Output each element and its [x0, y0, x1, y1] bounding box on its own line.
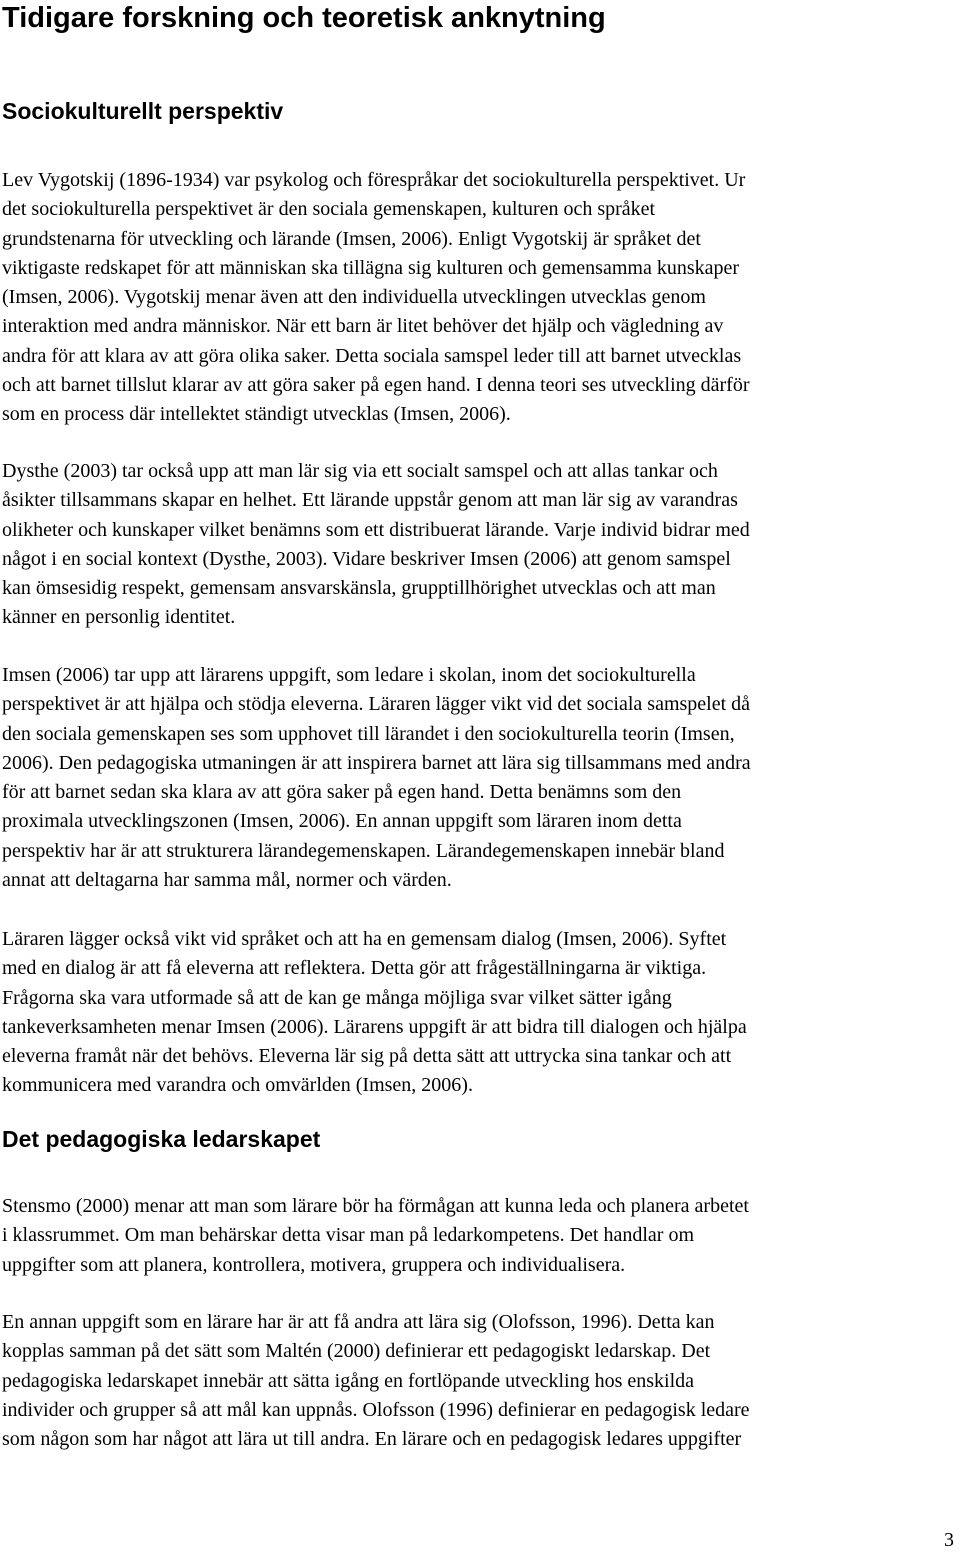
- text-line: som en process där intellektet ständigt utvecklas (Imsen, 2006).: [2, 403, 511, 426]
- text-line: den sociala gemenskapen ses som upphovet till lärandet i den sociokulturella teorin (Imsen,: [2, 722, 735, 745]
- text-line: individer och grupper så att mål kan uppnås. Olofsson (1996) definierar en pedagogisk ledare: [2, 1398, 750, 1421]
- text-line: åsikter tillsammans skapar en helhet. Ett lärande uppstår genom att man lär sig av varandras: [2, 489, 738, 512]
- text-line: kopplas samman på det sätt som Maltén (2000) definierar ett pedagogiskt ledarskap. Det: [2, 1340, 711, 1363]
- text-line: annat att deltagarna har samma mål, normer och värden.: [2, 869, 452, 892]
- text-line: Lev Vygotskij (1896-1934) var psykolog och förespråkar det sociokulturella perspektivet. Ur: [2, 169, 746, 191]
- section-title-sociokulturellt: Sociokulturellt perspektiv: [2, 98, 284, 124]
- text-line: viktigaste redskapet för att människan ska tillägna sig kulturen och gemensamma kunskaper: [2, 256, 740, 279]
- text-line: Imsen (2006) tar upp att lärarens uppgift, som ledare i skolan, inom det sociokulturella: [2, 664, 696, 686]
- text-line: Dysthe (2003) tar också upp att man lär sig via ett socialt samspel och att allas tankar och: [2, 460, 718, 482]
- text-line: eleverna framåt när det behövs. Eleverna lär sig på detta sätt att uttrycka sina tankar och att: [2, 1045, 732, 1068]
- page-number: 3: [944, 1529, 954, 1551]
- text-line: andra för att klara av att göra olika saker. Detta sociala samspel leder till att barnet utvecklas: [2, 344, 742, 367]
- page-heading: Tidigare forskning och teoretisk anknytning: [2, 2, 606, 34]
- paragraph-1: [2, 166, 750, 430]
- text-line: kan ömsesidig respekt, gemensam ansvarskänsla, grupptillhörighet utvecklas och att man: [2, 577, 716, 600]
- paragraph-2: [2, 457, 750, 633]
- text-line: uppgifter som att planera, kontrollera, motivera, gruppera och individualisera.: [2, 1253, 626, 1276]
- text-line: 2006). Den pedagogiska utmaningen är att inspirera barnet att lära sig tillsammans med andra: [2, 751, 751, 774]
- text-line: tankeverksamheten menar Imsen (2006). Lärarens uppgift är att bidra till dialogen och hjälpa: [2, 1015, 747, 1038]
- text-line: perspektiv har är att strukturera lärandegemenskapen. Lärandegemenskapen innebär bland: [2, 839, 725, 862]
- text-line: En annan uppgift som en lärare har är att få andra att lära sig (Olofsson, 1996). Detta kan: [2, 1311, 715, 1333]
- text-line: olikheter och kunskaper vilket benämns som ett distribuerat lärande. Varje individ bidrar med: [2, 518, 750, 541]
- text-line: kommunicera med varandra och omvärlden (Imsen, 2006).: [2, 1074, 473, 1097]
- text-line: känner en personlig identitet.: [2, 606, 236, 629]
- text-line: för att barnet sedan ska klara av att göra saker på egen hand. Detta benämns som den: [2, 781, 682, 804]
- text-line: perspektivet är att hjälpa och stödja eleverna. Läraren lägger vikt vid det sociala samspelet då: [2, 693, 751, 716]
- text-line: med en dialog är att få eleverna att reflektera. Detta gör att frågeställningarna är viktiga.: [2, 957, 707, 980]
- text-line: som någon som har något att lära ut till andra. En lärare och en pedagogisk ledares uppgifter: [2, 1428, 742, 1451]
- text-line: pedagogiska ledarskapet innebär att sätta igång en fortlöpande utveckling hos enskilda: [2, 1369, 695, 1392]
- text-line: Stensmo (2000) menar att man som lärare bör ha förmågan att kunna leda och planera arbetet: [2, 1195, 749, 1217]
- paragraph-6: [2, 1308, 750, 1454]
- text-line: Frågorna ska vara utformade så att de kan ge många möjliga svar vilket sätter igång: [2, 986, 672, 1009]
- text-line: och att barnet tillslut klarar av att göra saker på egen hand. I denna teori ses utveckling därför: [2, 374, 750, 397]
- paragraph-3: [2, 661, 751, 895]
- section-title-pedagogiska-ledarskapet: Det pedagogiska ledarskapet: [2, 1126, 321, 1152]
- text-line: i klassrummet. Om man behärskar detta visar man på ledarkompetens. Det handlar om: [2, 1224, 695, 1247]
- text-line: interaktion med andra människor. När ett barn är litet behöver det hjälp och vägledning av: [2, 315, 724, 338]
- text-line: (Imsen, 2006). Vygotskij menar även att den individuella utvecklingen utvecklas genom: [2, 286, 706, 309]
- text-line: proximala utvecklingszonen (Imsen, 2006). En annan uppgift som läraren inom detta: [2, 810, 682, 833]
- text-line: grundstenarna för utveckling och lärande (Imsen, 2006). Enligt Vygotskij är språket det: [2, 227, 701, 250]
- paragraph-5: [2, 1192, 749, 1280]
- text-line: något i en social kontext (Dysthe, 2003). Vidare beskriver Imsen (2006) att genom samspel: [2, 547, 731, 570]
- text-line: Läraren lägger också vikt vid språket och att ha en gemensam dialog (Imsen, 2006). Syftet: [2, 928, 727, 950]
- text-line: det sociokulturella perspektivet är den sociala gemenskapen, kulturen och språket: [2, 198, 656, 221]
- paragraph-4: [2, 925, 747, 1101]
